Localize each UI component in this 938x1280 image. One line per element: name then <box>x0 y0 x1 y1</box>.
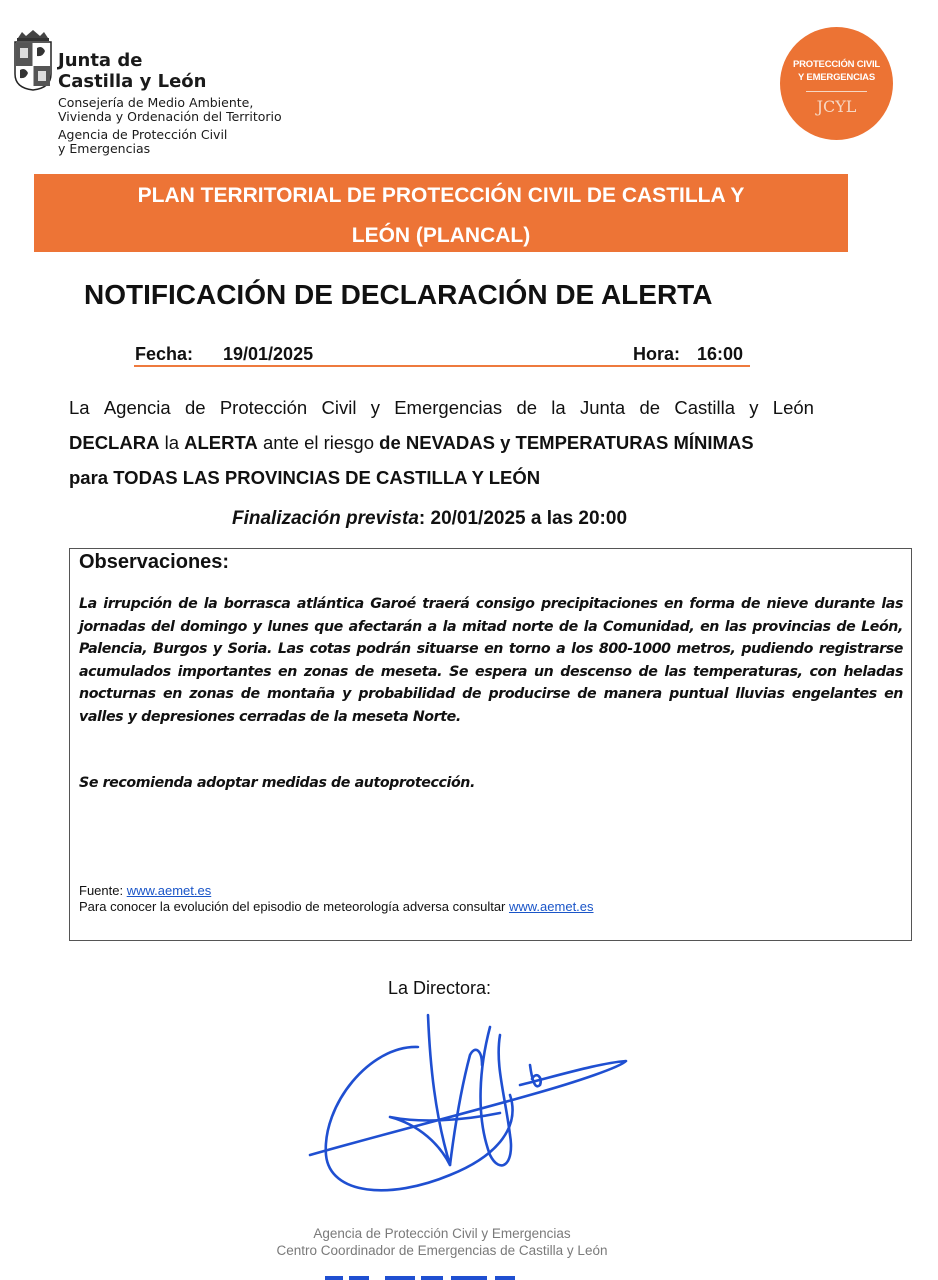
observaciones-heading: Observaciones: <box>79 551 230 573</box>
evolucion-line <box>79 899 594 915</box>
badge-line2: Y EMERGENCIAS <box>798 72 875 83</box>
cropped-text-fragment <box>325 1270 555 1280</box>
ante-text: ante el riesgo <box>262 432 375 453</box>
agencia-line2: y Emergencias <box>58 141 151 156</box>
agencia-line1: Agencia de Protección Civil <box>58 127 228 142</box>
proteccion-civil-badge <box>780 27 893 140</box>
fecha-value: 19/01/2025 <box>223 344 314 364</box>
org-name-line1: Junta de <box>58 50 143 71</box>
org-name <box>58 50 206 92</box>
decl-word: Castilla <box>674 397 736 418</box>
alerta-text: ALERTA <box>184 432 258 453</box>
org-name-line2: Castilla y León <box>58 71 207 92</box>
badge-line1: PROTECCIÓN CIVIL <box>792 59 881 70</box>
badge-line3: JCYL <box>816 97 857 116</box>
consejeria-name <box>58 96 282 124</box>
consejeria-line2: Vivienda y Ordenación del Territorio <box>58 109 282 124</box>
evolucion-link[interactable]: www.aemet.es <box>508 899 594 914</box>
fecha-label: Fecha: <box>135 344 194 364</box>
decl-word: Protección <box>219 397 308 418</box>
date-time-row <box>134 343 750 367</box>
footer-line2: Centro Coordinador de Emergencias de Castilla y León <box>276 1242 608 1258</box>
consejeria-line1: Consejería de Medio Ambiente, <box>58 95 254 110</box>
finalizacion-value: : 20/01/2025 a las 20:00 <box>418 508 628 529</box>
jcyl-logo <box>12 28 312 163</box>
plan-banner <box>34 174 848 252</box>
fuente-label: Fuente: <box>79 883 127 898</box>
decl-word: Emergencias <box>394 397 503 418</box>
decl-word: Civil <box>321 397 357 418</box>
declaration-line2 <box>69 425 814 460</box>
declara-text: DECLARA <box>69 432 160 453</box>
observaciones-body: La irrupción de la borrasca atlántica Garoé traerá consigo precipitaciones en forma de nieve durante las jornadas del domingo y lunes que afectarán a la mitad norte de la Comunidad, en las provincias de León, Palencia, Burgos y Soria. Las cotas podrán situarse en torno a los 800-1000 metros, pudiendo registrarse acumulados importantes en zonas de meseta. Se espera un descenso de las temperaturas, con heladas nocturnas en zonas de montaña y probabilidad de producirse de manera puntual lluvias engelantes en valles y depresiones cerradas de la meseta Norte. <box>79 596 903 725</box>
decl-word: La <box>69 397 90 418</box>
finalizacion-label: Finalización prevista <box>232 508 419 529</box>
footer-line1: Agencia de Protección Civil y Emergencias <box>313 1226 571 1241</box>
declaration-line3 <box>69 460 814 495</box>
finalizacion-prevista <box>232 508 627 530</box>
decl-word: de <box>516 397 538 418</box>
decl-word: y <box>749 397 759 418</box>
evolucion-label: Para conocer la evolución del episodio de meteorología adversa consultar <box>79 899 509 914</box>
coat-of-arms-icon <box>12 28 54 92</box>
observaciones-box <box>69 548 912 941</box>
signature-scribble <box>300 1005 640 1205</box>
footer <box>0 1226 884 1259</box>
decl-word: de <box>639 397 661 418</box>
la-text: la <box>164 432 179 453</box>
decl-word: Junta <box>579 397 626 418</box>
hora-value: 16:00 <box>697 344 744 364</box>
decl-word: y <box>370 397 380 418</box>
badge-divider <box>806 91 867 92</box>
observaciones-recommendation: Se recomienda adoptar medidas de autoprotección. <box>79 775 475 791</box>
decl-word: León <box>772 397 814 418</box>
riesgo-text: de NEVADAS y TEMPERATURAS MÍNIMAS <box>379 432 754 453</box>
hora-label: Hora: <box>633 344 681 364</box>
fuente-line <box>79 883 594 899</box>
page-title: NOTIFICACIÓN DE DECLARACIÓN DE ALERTA <box>84 279 713 310</box>
fuente-link[interactable]: www.aemet.es <box>126 883 212 898</box>
agencia-name <box>58 128 227 156</box>
sources <box>79 883 594 915</box>
declaration-paragraph <box>69 390 814 495</box>
declaration-line1 <box>69 390 814 425</box>
banner-line2: LEÓN (PLANCAL) <box>351 224 531 247</box>
decl-word: de <box>184 397 206 418</box>
decl-word: la <box>551 397 566 418</box>
decl-word: Agencia <box>103 397 171 418</box>
banner-line1: PLAN TERRITORIAL DE PROTECCIÓN CIVIL DE CASTILLA Y <box>137 184 745 207</box>
provincias-text: para TODAS LAS PROVINCIAS DE CASTILLA Y LEÓN <box>69 467 541 488</box>
directora-label: La Directora: <box>388 978 492 998</box>
